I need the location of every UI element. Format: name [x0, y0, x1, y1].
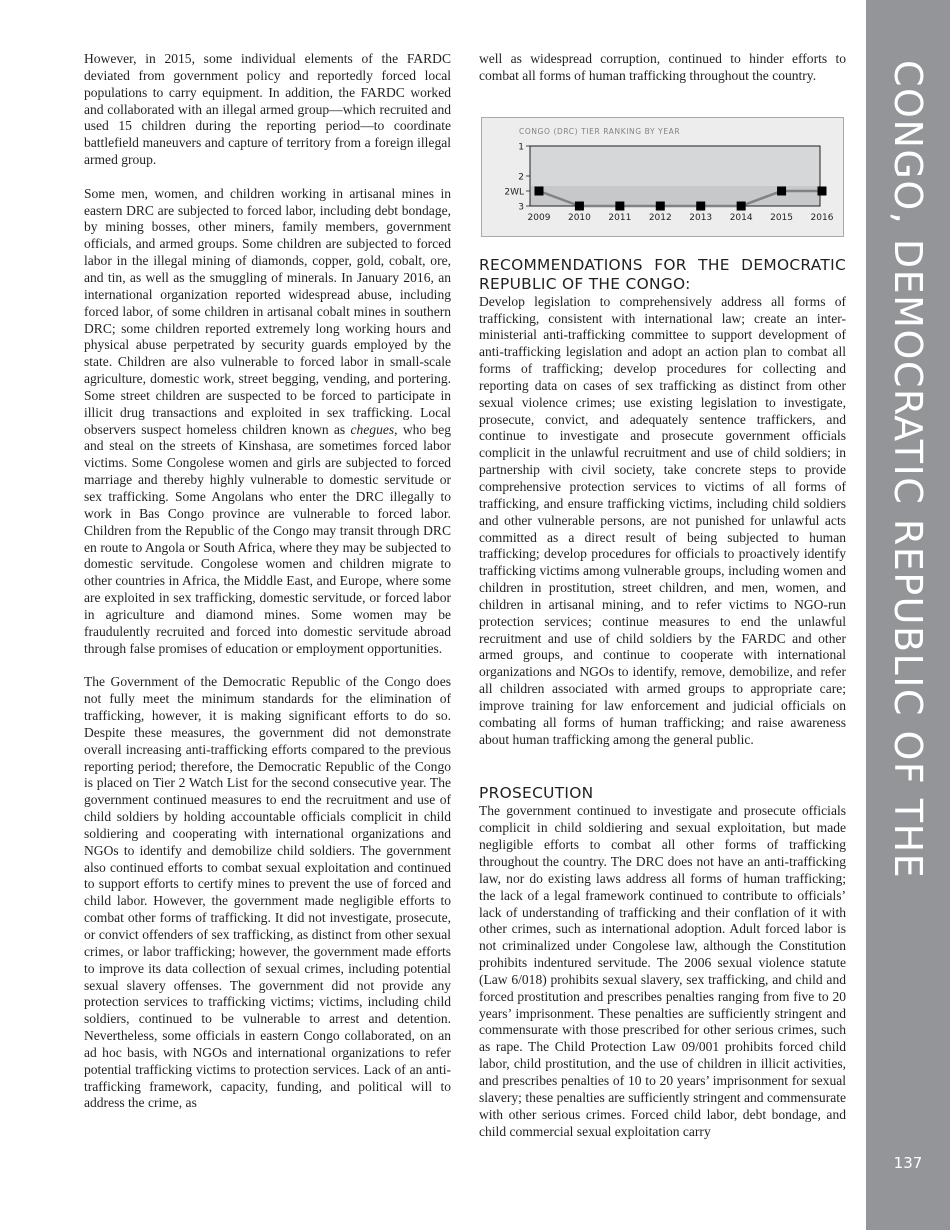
sidebar-country-title: CONGO, DEMOCRATIC REPUBLIC OF THE: [886, 60, 930, 880]
x-tick-label: 2013: [689, 212, 713, 223]
y-tick-label: 2: [518, 172, 524, 183]
chart-title: CONGO (DRC) TIER RANKING BY YEAR: [519, 126, 681, 136]
x-tick-label: 2015: [770, 212, 794, 223]
tier-ranking-point: [737, 201, 746, 210]
tier-ranking-point: [777, 186, 786, 195]
tier-ranking-point: [575, 201, 584, 210]
y-tick-label: 2WL: [504, 187, 524, 198]
y-tick-label: 1: [518, 142, 524, 153]
tier-ranking-point: [615, 201, 624, 210]
recommendations-heading: RECOMMENDATIONS FOR THE DEMOCRATIC REPUBLIC OF THE CONGO:: [479, 255, 846, 293]
right-column: [479, 51, 846, 1140]
prosecution-text: The government continued to investigate and prosecute officials complicit in child soldiering and sexual exploitation, but made negligible efforts to combat all other forms of trafficking throughout the country. The DRC does not have an anti-trafficking law, nor do existing laws address all forms of human trafficking; the lack of a legal framework continued to contribute to officials’ lack of understanding of trafficking and their conflation of it with other crimes, such as international adoption. Adult forced labor is not criminalized under Congolese law, although the Constitution prohibits indentured servitude. The 2006 sexual violence statute (Law 6/018) prohibits sexual slavery, sex trafficking, and child and forced prostitution and prescribes penalties ranging from five to 20 years’ imprisonment. These penalties are sufficiently stringent and commensurate with those prescribed for other serious crimes, such as rape. The Child Protection Law 09/001 prohibits forced child labor, child prostitution, and the use of children in illicit activities, and prescribes penalties of 10 to 20 years’ imprisonment for sexual slavery; these penalties are sufficiently stringent and commensurate with other serious crimes. Forced child labor, debt bondage, and child commercial sexual exploitation carry: [479, 803, 846, 1139]
tier-ranking-chart-svg: [482, 118, 843, 236]
tier-ranking-point: [696, 201, 705, 210]
recommendations-text: Develop legislation to comprehensively address all forms of trafficking, consistent with international law; create an inter-ministerial anti-trafficking committee to support development of anti-trafficking legislation and adopt an action plan to combat all forms of trafficking; develop procedures for collecting and reporting data on cases of sex trafficking as distinct from other sexual violence crimes; use existing legislation to investigate, prosecute, convict, and adequately sentence traffickers, and continue to investigate and prosecute government officials complicit in the unlawful recruitment and use of child soldiers; in partnership with civil society, take concrete steps to provide comprehensive protection services to victims of all forms of trafficking, and ensure trafficking victims, including child soldiers and other vulnerable persons, are not punished for unlawful acts committed as a direct result of being subjected to human trafficking; develop procedures for officials to proactively identify trafficking victims among vulnerable groups, including women and children in prostitution, street children, and men, women, and children in artisanal mining, and to refer victims to NGO-run protection services; continue measures to end the unlawful recruitment and use of child soldiers by the FARDC and other armed groups, and continue to cooperate with international organizations and NGOs to identify, remove, demobilize, and refer all children associated with armed groups to appropriate care; improve training for law enforcement and judicial officials on combating all forms of human trafficking; and raise awareness about human trafficking among the general public.: [479, 293, 846, 747]
profile-text-end: , who beg and steal on the streets of Kinshasa, are sometimes forced labor victims. Some Congolese women and girls are subjected to forced marriage and thereby highly vulnerable to domestic servitude or sex trafficking. Some Angolans who enter the DRC illegally to work in Bas Congo province are vulnerable to forced labor. Children from the Republic of the Congo may transit through DRC en route to Angola or South Africa, where they may be subjected to domestic servitude. Congolese women and children migrate to other countries in Africa, the Middle East, and Europe, where some are exploited in sex trafficking, domestic servitude, or forced labor in agriculture and diamond mines. Some women may be fraudulently recruited and forced into domestic servitude abroad through false promises of education or employment opportunities.: [84, 421, 451, 656]
x-tick-label: 2016: [810, 212, 834, 223]
page-number: 137: [893, 1154, 923, 1172]
tier-ranking-point: [535, 186, 544, 195]
tier-band-1-2: [530, 146, 820, 186]
paragraph-government-assessment: The Government of the Democratic Republic of the Congo does not fully meet the minimum standards for the elimination of trafficking, however, it is making significant efforts to do so. Despite these measures, the government did not demonstrate overall increasing anti-trafficking efforts compared to the previous reporting period; therefore, the Democratic Republic of the Congo is placed on Tier 2 Watch List for the second consecutive year. The government continued measures to end the recruitment and use of child soldiers by holding accountable officials complicit in child soldiering and cooperating with international organizations and NGOs to identify and demobilize child soldiers. The government also continued efforts to combat sexual exploitation and continued to support efforts to certify mines to prevent the use of forced and child labor. However, the government made negligible efforts to combat other forms of trafficking. It did not investigate, prosecute, or convict offenders of sex trafficking, as distinct from other sexual crimes, or labor trafficking; however, the government made efforts to improve its data collection of sexual crimes, including potential sexual slavery offenses. The government did not provide any protection services to trafficking victims; victims, including child soldiers, continued to be vulnerable to arrest and detention. Nevertheless, some officials in eastern Congo collaborated, on an ad hoc basis, with NGOs and international organizations to refer potential trafficking victims to protection services. Lack of an anti-trafficking framework, capacity, funding, and political will to address the crime, as: [84, 674, 451, 1111]
chegues-term: chegues: [350, 421, 395, 437]
tier-ranking-point: [656, 201, 665, 210]
x-tick-label: 2009: [527, 212, 551, 223]
profile-text-start: Some men, women, and children working in artisanal mines in eastern DRC are subjected to forced labor, including debt bondage, by mining bosses, other miners, family members, government officials, and armed groups. Some children are subjected to forced labor in the illegal mining of diamonds, copper, gold, cobalt, ore, and tin, as well as the smuggling of minerals. In January 2016, an international organization reported widespread abuse, including forced labor, of some children in artisanal cobalt mines in southern DRC; some children reported extremely long working hours and physical abuse perpetrated by security guards employed by the state. Children are also vulnerable to forced labor in small-scale agriculture, domestic work, street begging, vending, and portering. Some street children are suspected to be forced to participate in illicit drug transactions and exploited in sex trafficking. Local observers suspect homeless children known as: [84, 185, 451, 437]
prosecution-heading: PROSECUTION: [479, 784, 594, 803]
left-column: [84, 51, 451, 1112]
tier-ranking-chart: [481, 117, 844, 237]
paragraph-fardc: However, in 2015, some individual elements of the FARDC deviated from government policy and reportedly forced local populations to carry equipment. In addition, the FARDC worked and collaborated with an illegal armed group—which recruited and used 15 children during the reporting period—to coordinate battlefield maneuvers and capture of territory from a foreign illegal armed group.: [84, 51, 451, 168]
x-tick-label: 2010: [567, 212, 591, 223]
x-tick-label: 2011: [608, 212, 632, 223]
x-tick-label: 2012: [648, 212, 672, 223]
paragraph-continuation: well as widespread corruption, continued to hinder efforts to combat all forms of human trafficking throughout the country.: [479, 51, 846, 83]
x-tick-label: 2014: [729, 212, 753, 223]
y-tick-label: 3: [518, 202, 524, 213]
tier-ranking-point: [818, 186, 827, 195]
paragraph-trafficking-profile: [84, 186, 451, 658]
